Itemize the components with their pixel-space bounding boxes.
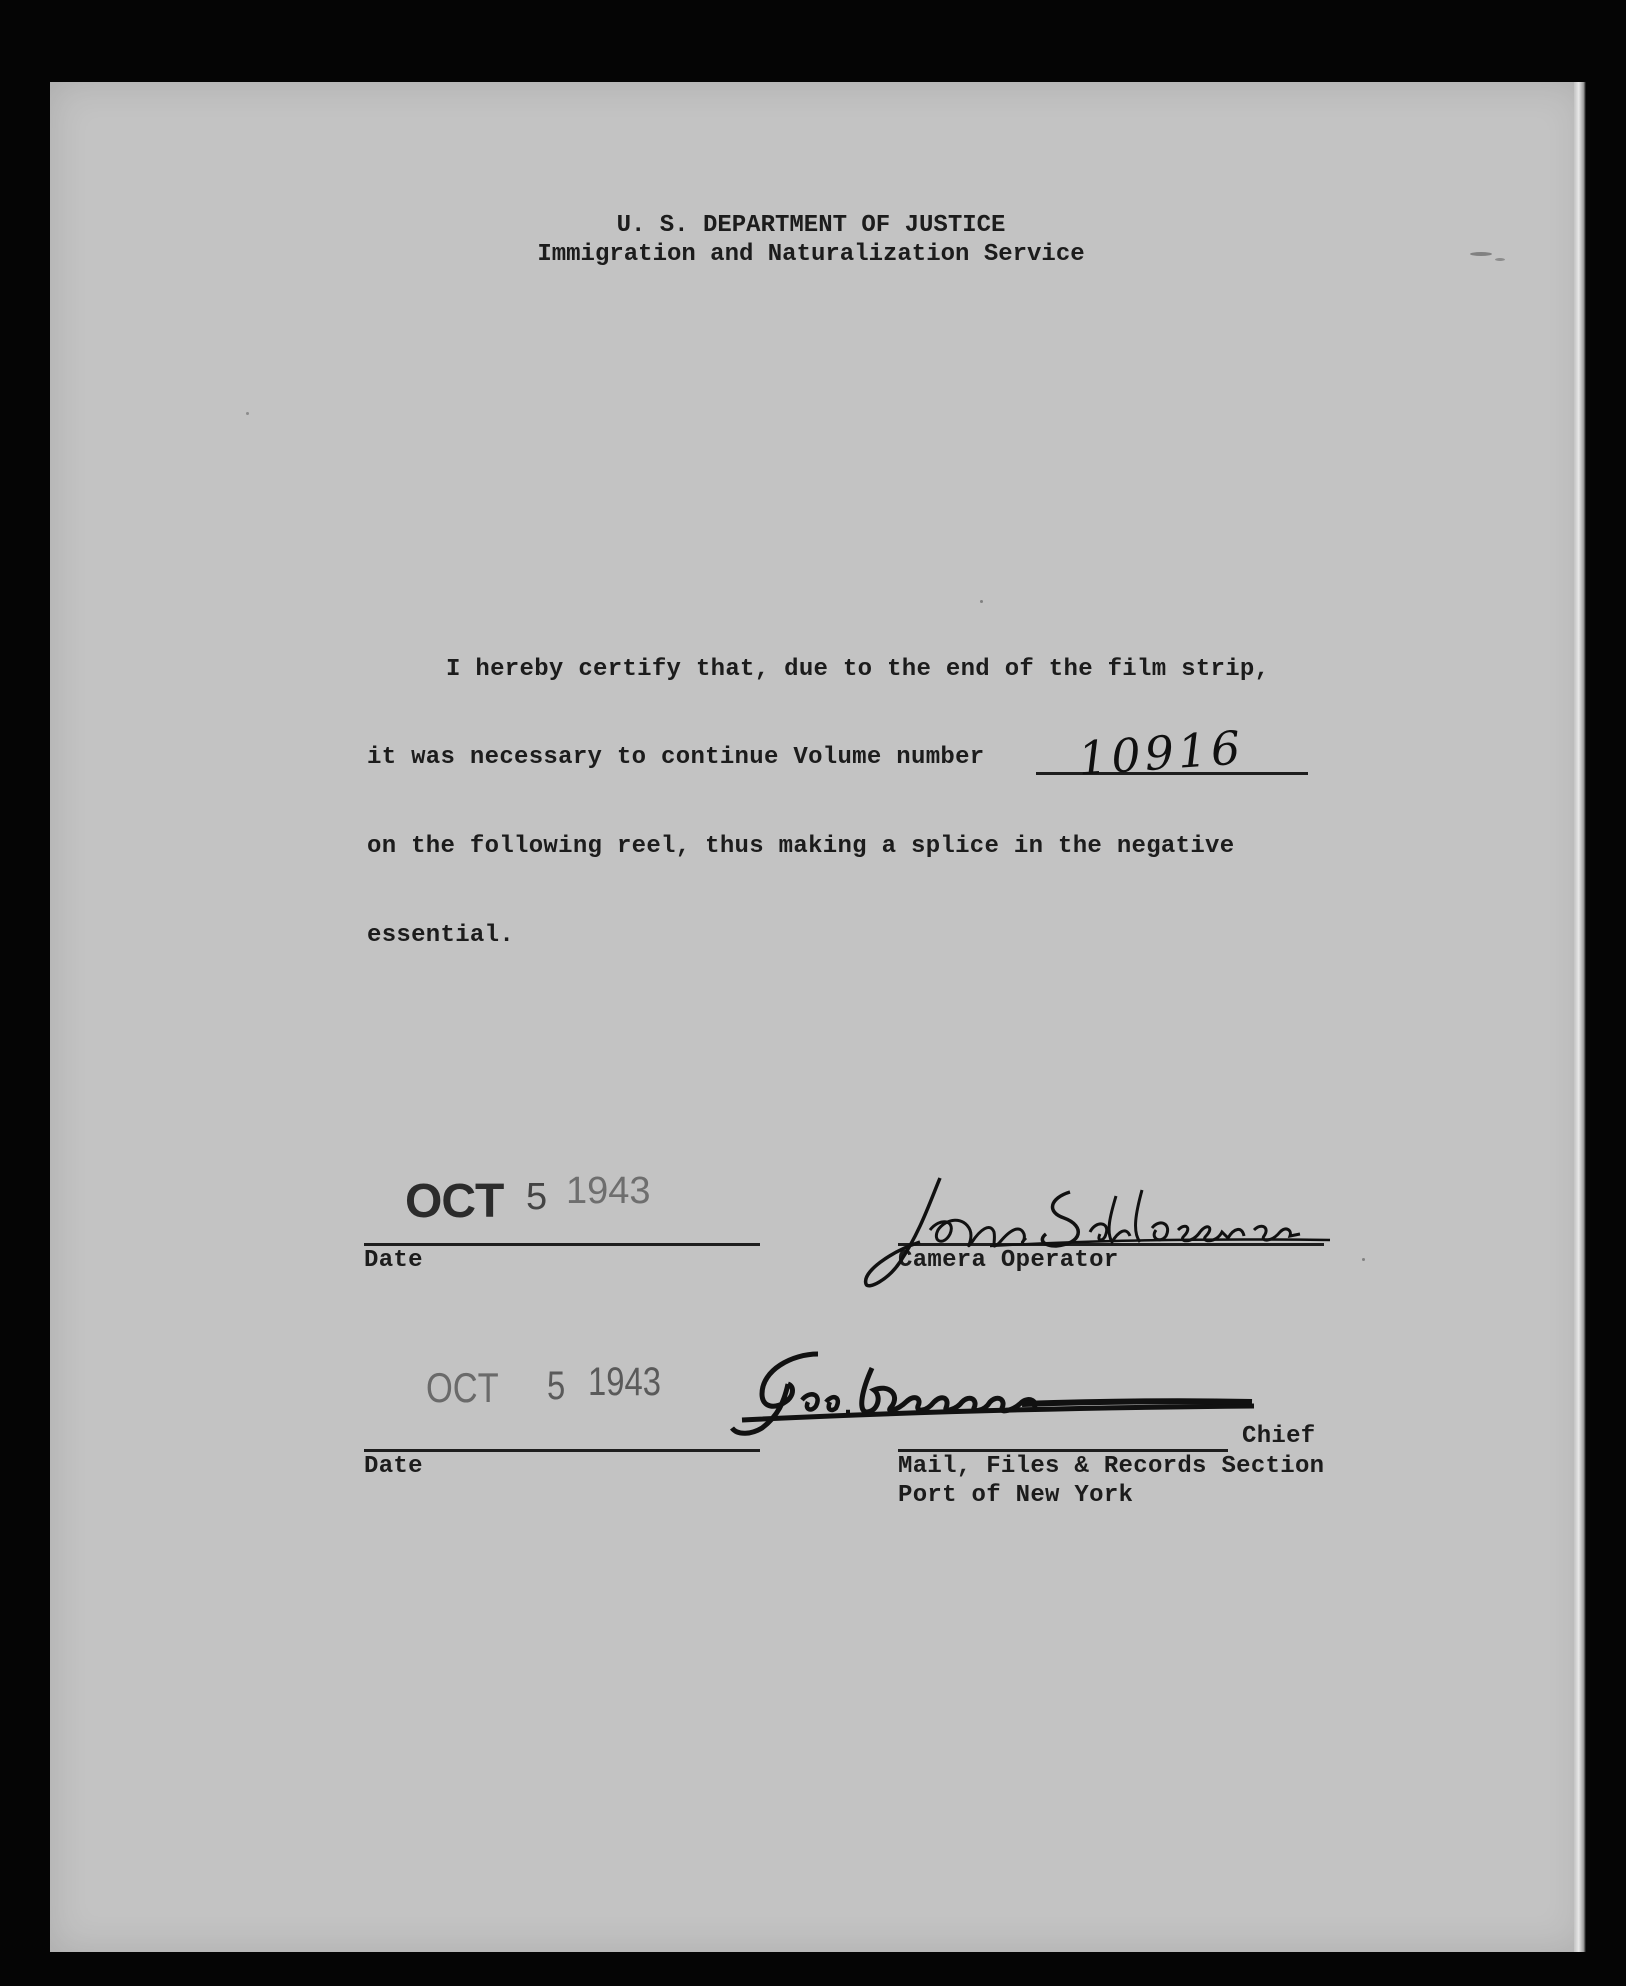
stamp-month: OCT	[405, 1175, 504, 1228]
signature-stroke	[860, 1172, 1350, 1292]
department-heading: U. S. DEPARTMENT OF JUSTICE	[616, 212, 1006, 239]
paper-edge	[1574, 82, 1586, 1952]
certification-line-2-prefix: it was necessary to continue Volume number	[367, 744, 985, 771]
camera-operator-date-line	[364, 1243, 760, 1246]
chief-signature-line	[898, 1449, 1228, 1452]
chief-title-line-1: Chief	[1242, 1423, 1316, 1450]
certification-line-1: I hereby certify that, due to the end of the film strip,	[446, 656, 1270, 683]
chief-date-line	[364, 1449, 760, 1452]
stamp-day: 5	[526, 1176, 548, 1218]
stamp-month: OCT	[426, 1364, 499, 1411]
camera-operator-title: Camera Operator	[898, 1247, 1119, 1274]
service-heading: Immigration and Naturalization Service	[537, 241, 1085, 268]
volume-number-handwritten: 10916	[1076, 720, 1247, 786]
chief-date-label: Date	[364, 1453, 423, 1480]
certification-line-3: on the following reel, thus making a splice in the negative	[367, 833, 1235, 860]
signature-stroke	[722, 1350, 1262, 1440]
certification-line-4: essential.	[367, 922, 515, 949]
camera-operator-date-label: Date	[364, 1247, 423, 1274]
stamp-year: 1943	[588, 1360, 661, 1404]
scan-artifact	[246, 412, 249, 415]
stamp-year: 1943	[566, 1170, 651, 1212]
paper-sheet	[50, 82, 1585, 1952]
chief-title-line-2: Mail, Files & Records Section	[898, 1453, 1325, 1480]
scan-artifact	[1362, 1258, 1365, 1261]
chief-title-line-3: Port of New York	[898, 1482, 1134, 1509]
stamp-day: 5	[547, 1364, 566, 1408]
scan-artifact	[980, 600, 983, 603]
